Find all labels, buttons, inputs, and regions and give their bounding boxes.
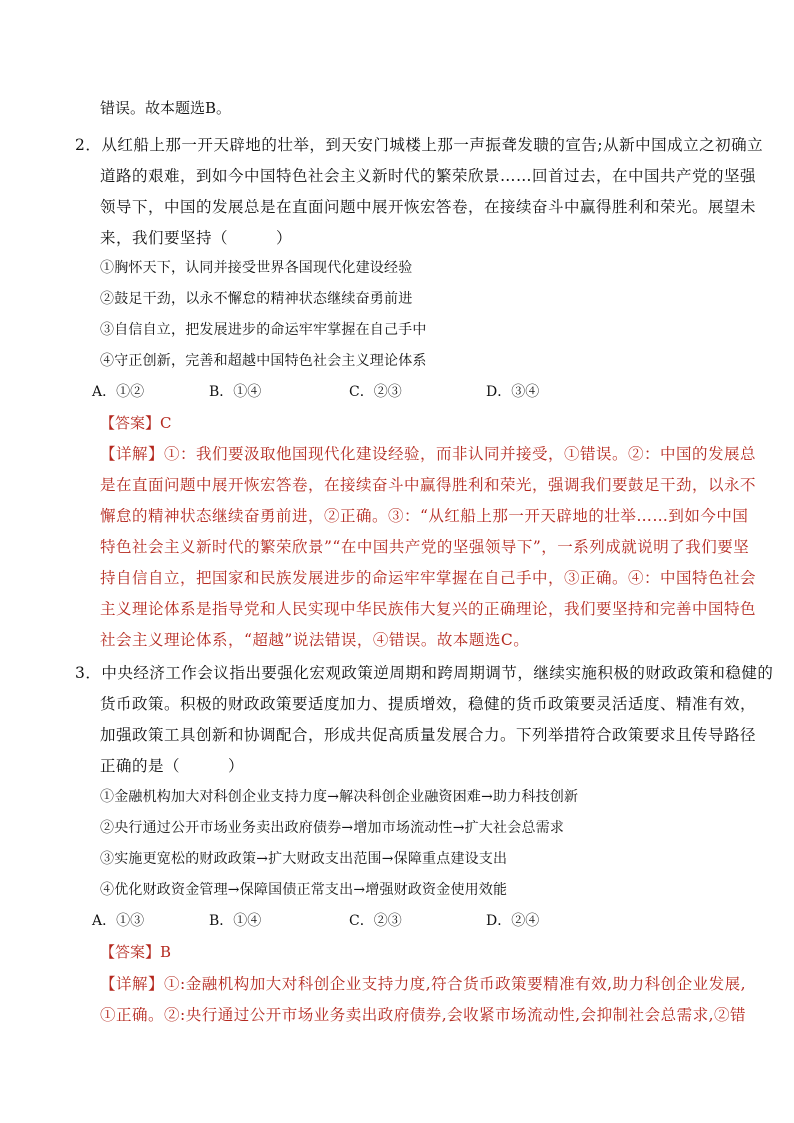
q3-choice-b: B．①④ xyxy=(209,913,262,929)
q2-answer xyxy=(100,413,680,433)
q2-stem-line-4: 来，我们要坚持（ ） xyxy=(100,229,293,247)
q2-choice-c: C．②③ xyxy=(349,384,402,400)
q3-stem-line-2: 货币政策。积极的财政政策要适度加力、提质增效，稳健的货币政策要灵活适度、精准有效， xyxy=(100,695,757,713)
q3-choice-a: A．①③ xyxy=(92,913,145,929)
q3-statement-1: ①金融机构加大对科创企业支持力度→解决科创企业融资困难→助力科技创新 xyxy=(100,789,579,805)
q2-stem-line-2: 道路的艰难，到如今中国特色社会主义新时代的繁荣欣景……回首过去，在中国共产党的坚强 xyxy=(100,167,757,185)
q2-detail-line-2: 是在直面问题中展开恢宏答卷，在接续奋斗中赢得胜利和荣光，强调我们要鼓足干劲，以永不 xyxy=(100,476,757,494)
q3-choice-d: D．②④ xyxy=(486,913,540,929)
q3-detail-line-2: ①正确。②:央行通过公开市场业务卖出政府债券,会收紧市场流动性,会抑制社会总需求,②错 xyxy=(100,1006,747,1024)
q3-answer-label: 【答案】 xyxy=(100,943,161,961)
q2-answer-label: 【答案】 xyxy=(100,414,161,432)
q3-answer-value: B xyxy=(160,943,172,961)
q2-statement-2: ②鼓足干劲，以永不懈怠的精神状态继续奋勇前进 xyxy=(100,291,413,307)
q3-answer xyxy=(100,942,680,962)
q2-statement-3: ③自信自立，把发展进步的命运牢牢掌握在自己手中 xyxy=(100,322,427,338)
q3-detail-line-1: 【详解】①:金融机构加大对科创企业支持力度,符合货币政策要精准有效,助力科创企业发展, xyxy=(100,975,747,993)
q2-choice-b: B．①④ xyxy=(209,384,262,400)
q2-statement-1: ①胸怀天下，认同并接受世界各国现代化建设经验 xyxy=(100,260,413,276)
q2-stem-line-1: 2．从红船上那一开天辟地的壮举，到天安门城楼上那一声振聋发聩的宣告;从新中国成立之初确立 xyxy=(75,136,764,154)
q2-choice-d: D．③④ xyxy=(486,384,540,400)
q3-choice-c: C．②③ xyxy=(349,913,402,929)
q2-detail-line-3: 懈怠的精神状态继续奋勇前进，②正确。③：“从红船上那一开天辟地的壮举……到如今中国 xyxy=(100,507,749,525)
q3-statement-4: ④优化财政资金管理→保障国债正常支出→增强财政资金使用效能 xyxy=(100,882,508,898)
q3-stem-line-1: 3．中央经济工作会议指出要强化宏观政策逆周期和跨周期调节，继续实施积极的财政政策和稳健的 xyxy=(75,664,774,682)
q2-answer-value: C xyxy=(160,414,172,432)
continued-answer-line: 错误。故本题选B。 xyxy=(100,99,232,117)
q2-detail-line-4: 特色社会主义新时代的繁荣欣景”“在中国共产党的坚强领导下”，一系列成就说明了我们要坚 xyxy=(100,538,750,556)
q3-stem-line-3: 加强政策工具创新和协调配合，形成共促高质量发展合力。下列举措符合政策要求且传导路径 xyxy=(100,726,757,744)
q2-detail-line-5: 持自信自立，把国家和民族发展进步的命运牢牢掌握在自己手中，③正确。④：中国特色社会 xyxy=(100,569,757,587)
q3-statement-2: ②央行通过公开市场业务卖出政府债券→增加市场流动性→扩大社会总需求 xyxy=(100,820,565,836)
q2-stem-line-3: 领导下，中国的发展总是在直面问题中展开恢宏答卷，在接续奋斗中赢得胜利和荣光。展望未 xyxy=(100,198,757,216)
q2-choice-a: A．①② xyxy=(92,384,145,400)
q2-detail-line-7: 社会主义理论体系，“超越”说法错误，④错误。故本题选C。 xyxy=(100,631,530,649)
q2-detail-line-6: 主义理论体系是指导党和人民实现中华民族伟大复兴的正确理论，我们要坚持和完善中国特色 xyxy=(100,600,757,618)
q2-statement-4: ④守正创新，完善和超越中国特色社会主义理论体系 xyxy=(100,353,427,369)
q3-stem-line-4: 正确的是（ ） xyxy=(100,757,245,775)
q2-detail-line-1: 【详解】①：我们要汲取他国现代化建设经验，而非认同并接受，①错误。②：中国的发展总 xyxy=(100,445,757,463)
q3-statement-3: ③实施更宽松的财政政策→扩大财政支出范围→保障重点建设支出 xyxy=(100,851,508,867)
